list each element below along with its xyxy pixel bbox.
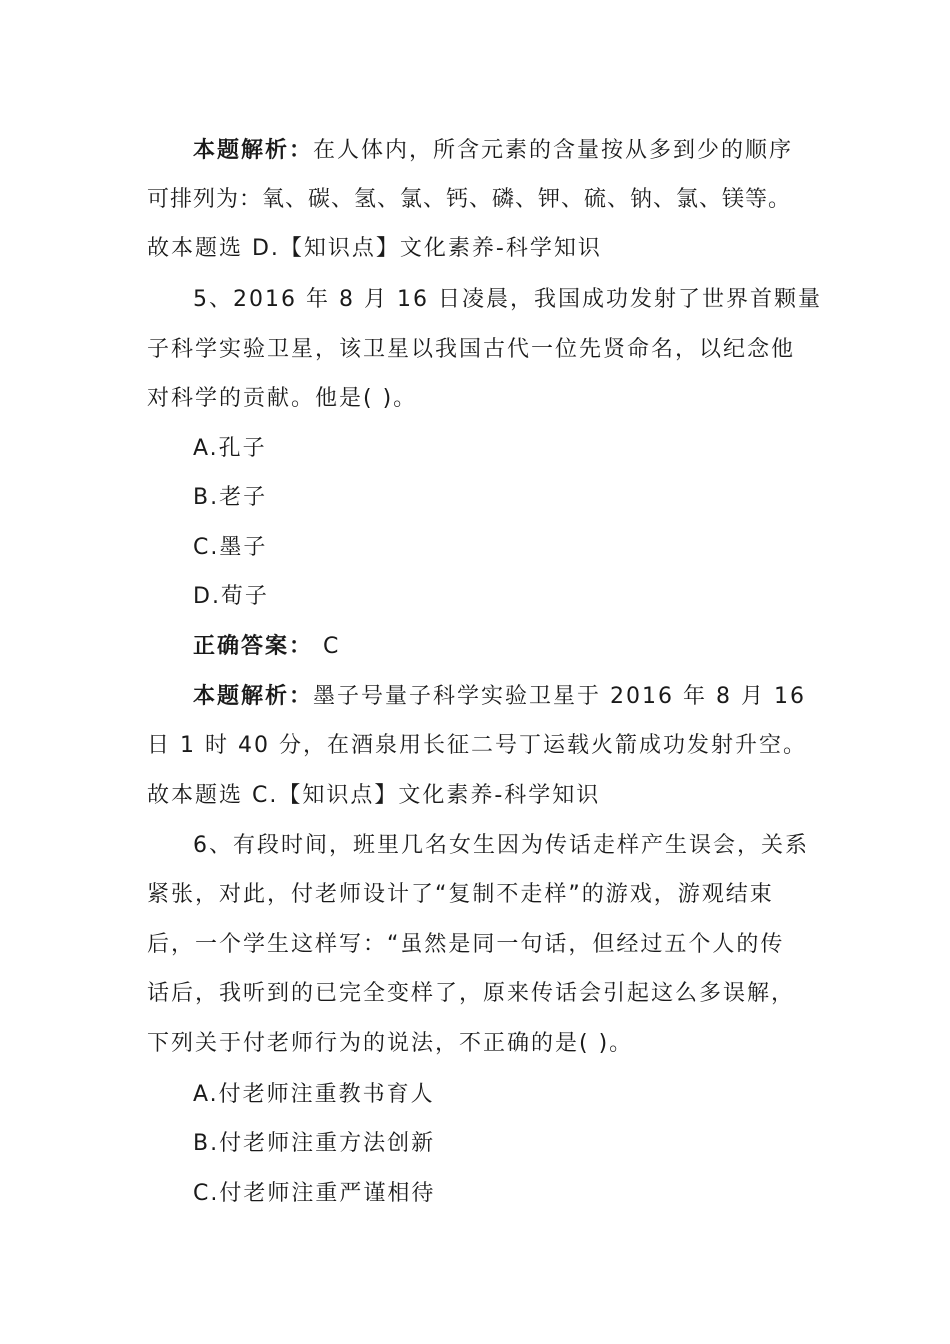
question-6-line-3: 后，一个学生这样写：“虽然是同一句话，但经过五个人的传 [147,932,785,957]
analysis-label: 本题解析： [193,138,314,163]
analysis-text: 墨子号量子科学实验卫星于 2016 年 8 月 16 [313,684,806,709]
option-5c: C.墨子 [193,535,268,560]
answer-line [193,632,837,662]
answer-value: C [323,634,341,659]
analysis-2-line-3: 故本题选 C.【知识点】文化素养-科学知识 [147,783,601,808]
analysis-line-1 [193,136,837,166]
analysis-2-line-2: 日 1 时 40 分，在酒泉用长征二号丁运载火箭成功发射升空。 [147,733,807,758]
answer-label: 正确答案： [193,634,314,659]
question-6-line-1: 6、有段时间，班里几名女生因为传话走样产生误会，关系 [193,833,809,858]
option-5a: A.孔子 [193,436,267,461]
analysis-2-line-1 [193,682,837,712]
analysis-label: 本题解析： [193,684,314,709]
question-5-line-1: 5、2016 年 8 月 16 日凌晨，我国成功发射了世界首颗量 [193,287,822,312]
option-6a: A.付老师注重教书育人 [193,1082,435,1107]
question-6-line-5: 下列关于付老师行为的说法，不正确的是( )。 [147,1031,634,1056]
option-6b: B.付老师注重方法创新 [193,1131,436,1156]
question-5-line-3: 对科学的贡献。他是( )。 [147,386,418,411]
analysis-line-3: 故本题选 D.【知识点】文化素养-科学知识 [147,236,602,261]
analysis-line-2: 可排列为：氧、碳、氢、氯、钙、磷、钾、硫、钠、氯、镁等。 [147,187,792,212]
option-6c: C.付老师注重严谨相待 [193,1181,436,1206]
option-5b: B.老子 [193,485,268,510]
question-6-line-2: 紧张，对此，付老师设计了“复制不走样”的游戏，游观结束 [147,882,774,907]
question-6-line-4: 话后，我听到的已完全变样了，原来传话会引起这么多误解， [147,981,796,1006]
analysis-text: 在人体内，所含元素的含量按从多到少的顺序 [313,138,794,163]
option-5d: D.荀子 [193,584,269,609]
question-5-line-2: 子科学实验卫星，该卫星以我国古代一位先贤命名，以纪念他 [147,337,796,362]
